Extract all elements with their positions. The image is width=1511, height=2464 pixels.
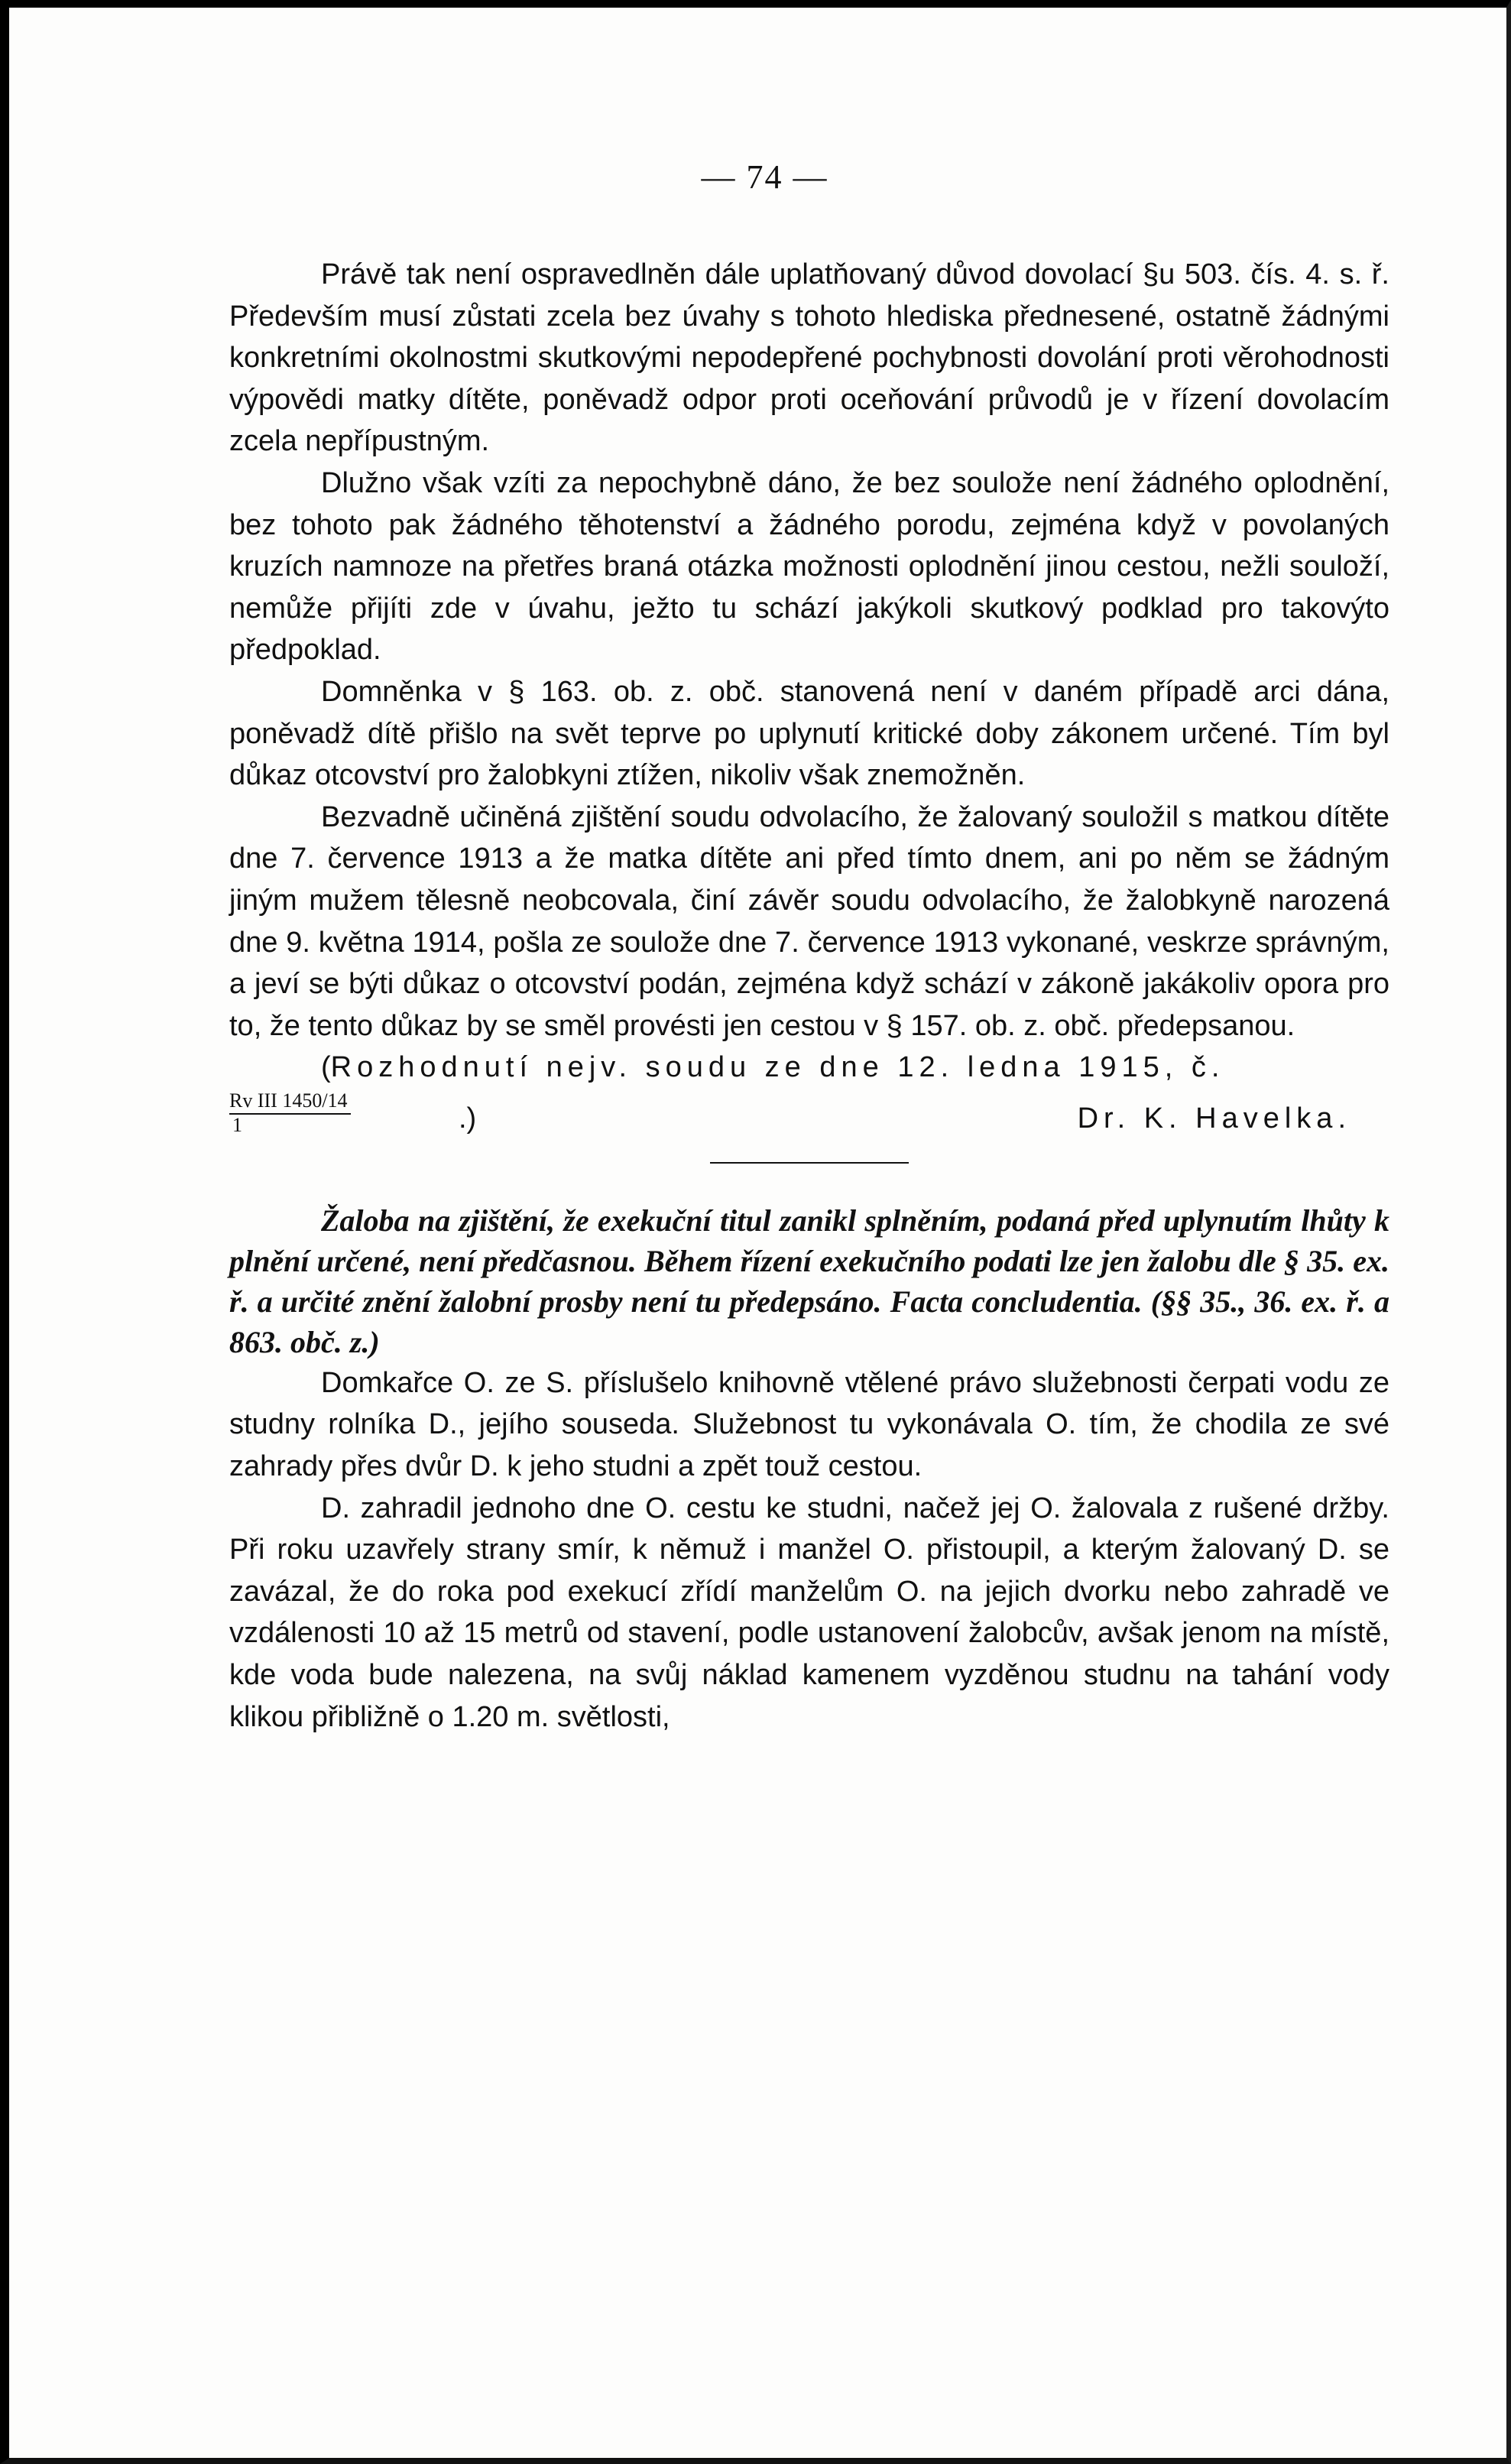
decision-citation bbox=[229, 1047, 1389, 1089]
second-case-paragraph-1: Domkařce O. ze S. příslušelo knihovně vtělené právo služebnosti čerpati vodu ze studny rolníka D., jejího souseda. Služebnost tu vykonávala O. tím, že chodila ze své zahrady přes dvůr D. k jeho studni a zpět touž cestou. bbox=[229, 1366, 1389, 1483]
case-reference-number: Rv III 1450/14 bbox=[229, 1090, 351, 1115]
second-case-paragraph-2: D. zahradil jednoho dne O. cestu ke studni, načež jej O. žalovala z rušené držby. Při roku uzavřely strany smír, k němuž i manžel O. přistoupil, a kterým žalovaný D. se zavázal, že do roka pod exekucí zřídí manželům O. na jejich dvorku nebo zahradě ve vzdálenosti 10 až 15 metrů od stavení, podle ustanovení žalobcův, avšak jenom na místě, kde voda bude nalezena, na svůj náklad kamenem vyzděnou studnu na tahání vody klikou přibližně o 1.20 m. světlosti, bbox=[229, 1492, 1389, 1733]
section-divider bbox=[710, 1162, 909, 1164]
page-number: — 74 — bbox=[701, 158, 828, 196]
paragraph-2: Dlužno však vzíti za nepochybně dáno, že bez soulože není žádného oplodnění, bez tohoto pak žádného těhotenství a žádného porodu, zejména když v povolaných kruzích namnoze na přetřes braná otázka možnosti oplodnění jinou cestou, nežli souloží, nemůže přijíti zde v úvahu, ježto tu schází jakýkoli skutkový podklad pro takovýto předpoklad. bbox=[229, 466, 1389, 667]
document-body bbox=[229, 254, 1389, 1738]
case-summary: Žaloba na zjištění, že exekuční titul zanikl splněním, podaná před uplynutím lhůty k plnění určené, není předčasnou. Během řízení exekučního podati lze jen žalobu dle § 35. ex. ř. a určité znění žalobní prosby není tu předepsáno. Facta concludentia. (§§ 35., 36. ex. ř. a 863. obč. z.) bbox=[229, 1203, 1389, 1359]
case-reference bbox=[229, 1090, 351, 1136]
author-signature: Dr. K. Havelka. bbox=[1077, 1102, 1351, 1135]
decision-close-paren: .) bbox=[459, 1102, 477, 1135]
case-reference-denominator: 1 bbox=[232, 1113, 242, 1136]
paragraph-3: Domněnka v § 163. ob. z. obč. stanovená není v daném případě arci dána, poněvadž dítě přišlo na svět teprve po uplynutí kritické doby zákonem určené. Tím byl důkaz otcovství pro žalobkyni ztížen, nikoliv však znemožněn. bbox=[229, 675, 1389, 792]
paragraph-4: Bezvadně učiněná zjištění soudu odvolacího, že žalovaný souložil s matkou dítěte dne 7. července 1913 a že matka dítěte ani před tímto dnem, ani po něm se žádným jiným mužem tělesně neobcovala, činí závěr soudu odvolacího, že žalobkyně narozená dne 9. května 1914, pošla ze soulože dne 7. července 1913 vykonané, veskrze správným, a jeví se býti důkaz o otcovství podán, zejména když schází v zákoně jakákoliv opora pro to, že tento důkaz by se směl provésti jen cestou v § 157. ob. z. obč. předepsanou. bbox=[229, 800, 1389, 1042]
decision-label: Rozhodnutí nejv. soudu ze dne 12. ledna 1915, č. bbox=[330, 1051, 1225, 1084]
decision-reference-row bbox=[229, 1090, 1389, 1136]
decision-open-paren: ( bbox=[321, 1051, 331, 1084]
paragraph-1: Právě tak není ospravedlněn dále uplatňovaný důvod dovolací §u 503. čís. 4. s. ř. Především musí zůstati zcela bez úvahy s tohoto hlediska přednesené, ostatně žádnými konkretními okolnostmi skutkovými nepodepřené pochybnosti dovolání proti věrohodnosti výpovědi matky dítěte, poněvadž odpor proti oceňování průvodů je v řízení dovolacím zcela nepřípustným. bbox=[229, 258, 1389, 458]
